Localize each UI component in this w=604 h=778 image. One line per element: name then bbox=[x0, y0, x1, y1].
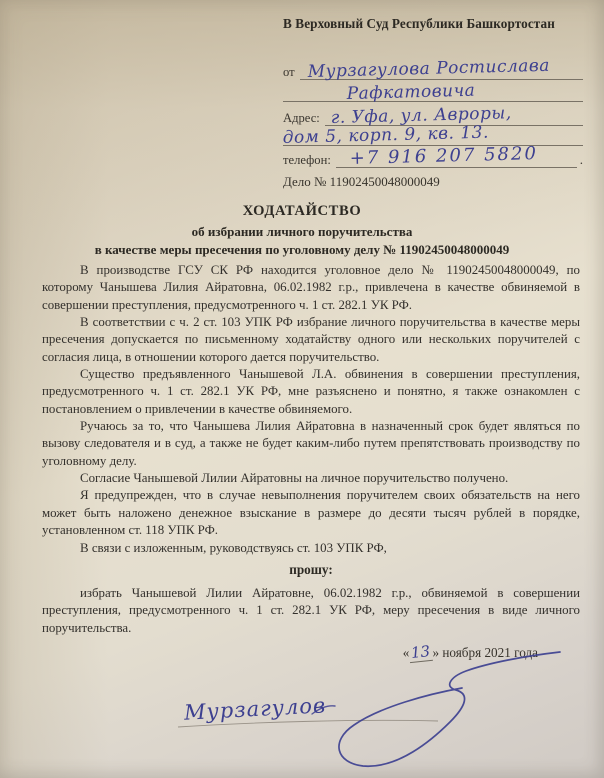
signature-name-handwritten: Мурзагулов bbox=[183, 693, 327, 725]
court-header: В Верховный Суд Республики Башкортостан bbox=[283, 16, 555, 31]
address-value-line1: г. Уфа, ул. Авроры, bbox=[330, 103, 512, 128]
address-value-line2: дом 5, корп. 9, кв. 13. bbox=[282, 122, 490, 148]
paragraph-6: Я предупрежден, что в случае невыполнения поручителем своих обязательств на него может быть наложено денежное взыскание в размере до десяти тысяч рублей в порядке, установленном ст. 118 УПК РФ. bbox=[42, 488, 580, 538]
phone-period: . bbox=[579, 152, 583, 167]
request-paragraph: избрать Чанышевой Лилии Айратовне, 06.02.1982 г.р., обвиняемой в совершении преступления, предусмотренного ч. 1 ст. 282.1 УК РФ, меру пресечения в виде личного поручительства. bbox=[42, 585, 580, 635]
paragraph-1: В производстве ГСУ СК РФ находится уголовное дело № 11902450048000049, по которому Чанышева Лилия Айратовна, 06.02.1982 г.р., привлечена в качестве обвиняемой в совершении преступления, предусмотренного ч. 1 ст. 282.1 УК РФ. bbox=[42, 263, 580, 312]
request-heading: прошу: bbox=[289, 561, 333, 577]
date-rest: ноября 2021 года bbox=[439, 645, 538, 660]
phone-underline bbox=[336, 145, 577, 168]
from-value-line2: Рафкатовича bbox=[346, 80, 476, 104]
paragraph-2: В соответствии с ч. 2 ст. 103 УПК РФ избрание личного поручительства в качестве меры пресечения допускается по письменному ходатайству одного или нескольких поручителей с согласия лица, в отношении которого дается поручительство. bbox=[42, 315, 580, 364]
date-open-quote: « bbox=[402, 645, 410, 660]
date-close-quote: » bbox=[432, 645, 440, 660]
case-number: Дело № 11902450048000049 bbox=[283, 174, 440, 189]
address-field-line2 bbox=[282, 122, 583, 148]
from-value-line1: Мурзагулова Ростислава bbox=[307, 55, 550, 82]
from-label: от bbox=[283, 65, 295, 79]
address-underline bbox=[325, 101, 583, 126]
address-underline-2 bbox=[282, 122, 583, 148]
address-label: Адрес: bbox=[283, 111, 320, 125]
from-underline bbox=[300, 53, 583, 80]
paragraph-4: Ручаюсь за то, что Чанышева Лилия Айратовна в назначенный срок будет являться по вызову следователя и в суд, а также не будет каким-либо путем препятствовать производству по уголовному делу. bbox=[42, 419, 580, 468]
from-field bbox=[283, 54, 583, 80]
phone-value: +7 916 207 5820 bbox=[349, 143, 538, 169]
phone-label: телефон: bbox=[283, 153, 331, 167]
address-field bbox=[283, 102, 583, 126]
from-underline-2 bbox=[283, 79, 583, 102]
date-day-handwritten: 13 bbox=[408, 642, 433, 663]
paragraph-7: В связи с изложенным, руководствуясь ст. 103 УПК РФ, bbox=[80, 540, 387, 555]
doc-subtitle-1: об избрании личного поручительства bbox=[191, 224, 413, 239]
from-field-line2 bbox=[283, 80, 583, 102]
doc-title: ХОДАТАЙСТВО bbox=[242, 203, 362, 219]
title-block bbox=[0, 203, 604, 258]
body-text bbox=[42, 262, 580, 637]
phone-field bbox=[283, 143, 583, 169]
header-block bbox=[283, 16, 587, 196]
paragraph-5: Согласие Чанышевой Лилии Айратовны на личное поручительство получено. bbox=[80, 471, 509, 486]
date-line bbox=[403, 643, 538, 662]
doc-subtitle-2: в качестве меры пресечения по уголовному делу № 11902450048000049 bbox=[94, 242, 510, 257]
paragraph-3: Существо предъявленного Чанышевой Л.А. обвинения в совершении преступления, предусмотренного ч. 1 ст. 282.1 УК РФ, мне разъяснено и понятно, я также ознакомлен с постановлением о привлечении в качестве обвиняемого. bbox=[42, 367, 580, 416]
